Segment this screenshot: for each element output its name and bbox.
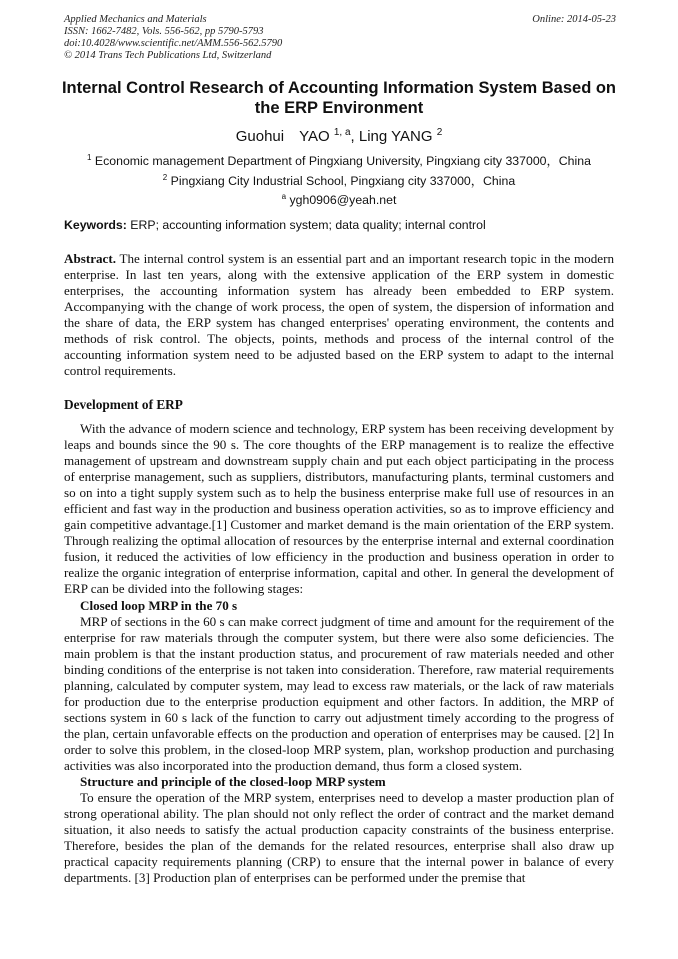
- abstract: [64, 251, 614, 379]
- author-separator: ,: [350, 128, 359, 145]
- journal-name: Applied Mechanics and Materials: [64, 14, 207, 25]
- journal-header: [64, 14, 616, 62]
- copyright-line: © 2014 Trans Tech Publications Ltd, Switzerland: [64, 50, 272, 61]
- keywords: [64, 218, 616, 233]
- affiliation-1: [50, 150, 628, 170]
- affiliation-2-sup: 2: [162, 172, 168, 182]
- affiliation-2: [50, 170, 628, 190]
- author-2-sup: 2: [436, 127, 443, 138]
- affiliations: [50, 150, 628, 209]
- affiliation-1-text: Economic management Department of Pingxiang University, Pingxiang city 337000，China: [94, 154, 591, 169]
- paragraph-3: To ensure the operation of the MRP system, enterprises need to develop a master production plan of strong operational ability. The plan should not only reflect the order of contract and the market demand situation, it also needs to satisfy the actual production capacity constraints of the business enterprise. Therefore, besides the plan of the demands for the related resources, enterprise shall also draw up practical capacity requirements planning (CRP) to ensure that the internal power in balance of every departments. [3] Production plan of enterprises can be performed under the premise that: [64, 790, 614, 886]
- issn-line: ISSN: 1662-7482, Vols. 556-562, pp 5790-5793: [64, 26, 264, 37]
- author-1: Guohui YAO: [235, 128, 330, 145]
- author-2: Ling YANG: [358, 128, 433, 145]
- email-address[interactable]: ygh0906@yeah.net: [289, 193, 397, 208]
- abstract-text: The internal control system is an essential part and an important research topic in the modern enterprise. In last ten years, along with the extensive application of the ERP system in domestic enterprises, the accounting information system has already been embedded to ERP system. Accompanying with the change of work process, the open of system, the dispersion of information and the share of data, the ERP system has changed enterprises' operating environment, the contents and methods of risk control. The objects, points, methods and process of the internal control of the accounting information system need to be adjusted based on the ERP system to adapt to the internal control requirements.: [64, 251, 614, 379]
- section-body: [64, 421, 614, 886]
- author-1-sup: 1, a: [333, 127, 351, 138]
- subheading-closed-loop-mrp: Closed loop MRP in the 70 s: [80, 597, 238, 613]
- keywords-list: ERP; accounting information system; data quality; internal control: [130, 218, 486, 232]
- online-date: Online: 2014-05-23: [532, 14, 616, 25]
- email-sup: a: [281, 192, 287, 202]
- section-heading: Development of ERP: [64, 397, 183, 412]
- doi-line[interactable]: doi:10.4028/www.scientific.net/AMM.556-562.5790: [64, 38, 283, 49]
- title-line-2: the ERP Environment: [254, 99, 424, 117]
- paragraph-1: With the advance of modern science and technology, ERP system has been receiving development by leaps and bounds since the 90 s. The core thoughts of the ERP management is to realize the effective management of upstream and downstream supply chain and put each object participating in the process of enterprise management, such as suppliers, distributors, manufacturing plants, terminal customers and so on into a tight supply system such as to help the business enterprise make full use of resources in an efficient and fast way in the production and business operation activities, so as to improve efficiency and gain competitive advantage.[1] Customer and market demand is the main orientation of the ERP system. Through realizing the optimal allocation of resources by the enterprise internal and external coordination fusion, it reduced the activities of low efficiency in the production and business operation in order to realize the organic integration of enterprise information, capital and other. In general the development of ERP can be divided into the following stages:: [64, 421, 614, 597]
- title-line-1: Internal Control Research of Accounting Information System Based on: [61, 79, 617, 97]
- affiliation-2-text: Pingxiang City Industrial School, Pingxiang city 337000，China: [170, 173, 516, 188]
- author-line: [50, 124, 628, 146]
- keywords-label: Keywords:: [64, 218, 127, 232]
- paragraph-2: MRP of sections in the 60 s can make correct judgment of time and amount for the requirement of the enterprise for raw materials through the computer system, but there were also some deficiencies. The main problem is that the instant production status, and procurement of raw materials needed and other binding conditions of the enterprise is not taken into consideration. Therefore, raw material requirements planning, calculated by computer system, may lead to excess raw materials, or the lack of raw materials for production due to the enterprise production equipment and other factors. In addition, the MRP of sections system in 60 s lack of the function to carry out adjustment timely according to the progress of the plan, certain unfavorable effects on the production and operation of enterprises may be caused. [2] In order to solve this problem, in the closed-loop MRP system, plan, workshop production and purchasing activities was also incorporated into the production demand, thus form a closed system.: [64, 613, 614, 773]
- author-email: [50, 189, 628, 209]
- abstract-label: Abstract.: [64, 251, 116, 266]
- paper-title: [50, 78, 628, 118]
- affiliation-1-sup: 1: [87, 153, 92, 162]
- subheading-structure-principle: Structure and principle of the closed-loop MRP system: [80, 774, 386, 790]
